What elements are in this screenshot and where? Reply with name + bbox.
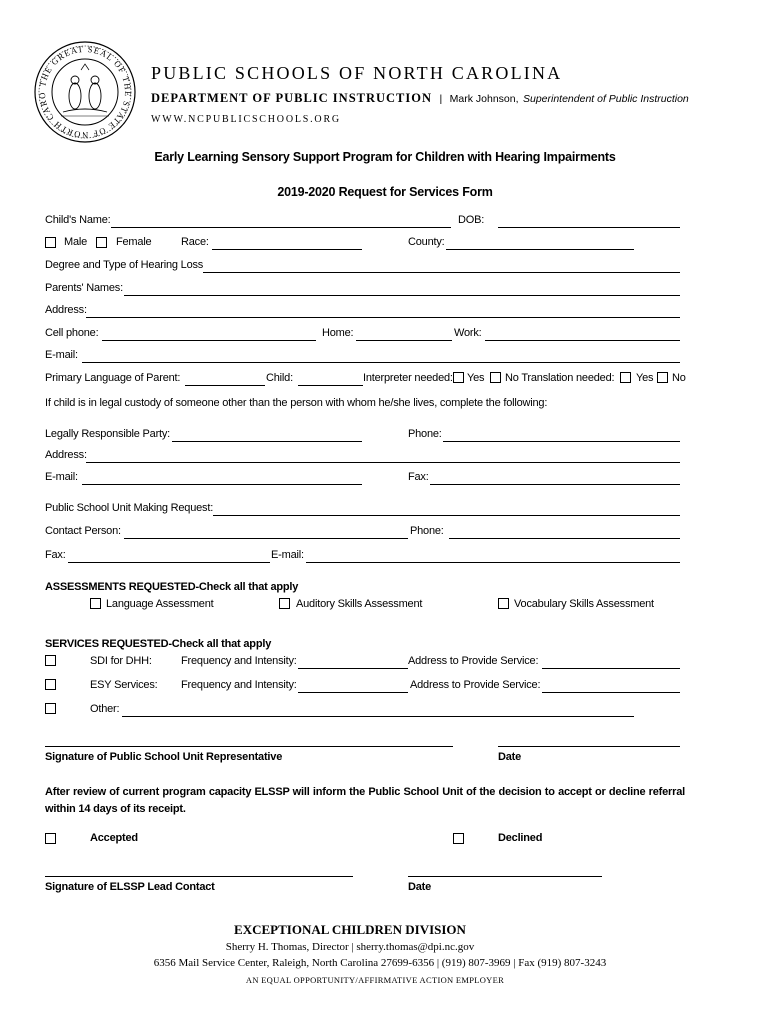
sdi-frequency-field[interactable] xyxy=(298,668,408,669)
department-line xyxy=(151,89,689,107)
other-label: Other: xyxy=(90,703,120,715)
esy-label: ESY Services: xyxy=(90,679,158,691)
unit-email-label: E-mail: xyxy=(271,549,304,561)
primary-language-parent-field[interactable] xyxy=(185,385,265,386)
legal-phone-label: Phone: xyxy=(408,428,442,440)
vocabulary-assessment-label: Vocabulary Skills Assessment xyxy=(514,598,654,610)
dob-label: DOB: xyxy=(458,214,485,226)
unit-fax-label: Fax: xyxy=(45,549,66,561)
declined-label: Declined xyxy=(498,832,543,844)
unit-rep-signature-label: Signature of Public School Unit Representative xyxy=(45,751,283,763)
esy-address-field[interactable] xyxy=(542,692,680,693)
translation-no-label: No xyxy=(672,372,686,384)
unit-fax-field[interactable] xyxy=(68,562,270,563)
website: WWW.NCPUBLICSCHOOLS.ORG xyxy=(151,114,341,125)
legal-fax-label: Fax: xyxy=(408,471,429,483)
female-checkbox[interactable] xyxy=(96,237,107,248)
unit-rep-date-field[interactable] xyxy=(498,746,680,747)
elssp-signature-field[interactable] xyxy=(45,876,353,877)
assessments-heading: ASSESSMENTS REQUESTED-Check all that apply xyxy=(45,581,299,593)
interpreter-yes-label: Yes xyxy=(467,372,485,384)
email-field[interactable] xyxy=(82,362,680,363)
home-phone-field[interactable] xyxy=(356,340,452,341)
unit-field[interactable] xyxy=(213,515,680,516)
legal-address-field[interactable] xyxy=(86,462,680,463)
address-field[interactable] xyxy=(86,317,680,318)
sdi-frequency-label: Frequency and Intensity: xyxy=(181,655,297,667)
hearing-loss-label: Degree and Type of Hearing Loss xyxy=(45,259,204,271)
interpreter-no-checkbox[interactable] xyxy=(490,372,501,383)
department-name: DEPARTMENT OF PUBLIC INSTRUCTION xyxy=(151,91,433,105)
form-title: Early Learning Sensory Support Program for Children with Hearing Impairments xyxy=(154,150,616,164)
work-phone-label: Work: xyxy=(454,327,482,339)
form-subtitle: 2019-2020 Request for Services Form xyxy=(277,185,493,199)
interpreter-yes-checkbox[interactable] xyxy=(453,372,464,383)
state-seal xyxy=(33,40,137,144)
review-note: After review of current program capacity ELSSP will inform the Public School Unit of the decision to accept or decline referral within 14 days of its receipt. xyxy=(45,786,685,815)
work-phone-field[interactable] xyxy=(485,340,680,341)
footer-director: Sherry H. Thomas, Director | sherry.thomas@dpi.nc.gov xyxy=(225,941,475,953)
vocabulary-assessment-checkbox[interactable] xyxy=(498,598,509,609)
custody-note: If child is in legal custody of someone other than the person with whom he/she lives, complete the following: xyxy=(45,397,548,409)
declined-checkbox[interactable] xyxy=(453,833,464,844)
childs-name-field[interactable] xyxy=(111,227,451,228)
separator: | xyxy=(439,93,443,105)
contact-person-field[interactable] xyxy=(124,538,408,539)
parents-names-field[interactable] xyxy=(124,295,680,296)
esy-frequency-label: Frequency and Intensity: xyxy=(181,679,297,691)
footer-address: 6356 Mail Service Center, Raleigh, North Carolina 27699-6356 | (919) 807-3969 | Fax (919) 807-3243 xyxy=(153,957,607,969)
services-heading: SERVICES REQUESTED-Check all that apply xyxy=(45,638,272,650)
unit-phone-label: Phone: xyxy=(410,525,444,537)
address-label: Address: xyxy=(45,304,87,316)
home-phone-label: Home: xyxy=(322,327,354,339)
legal-phone-field[interactable] xyxy=(443,441,680,442)
other-checkbox[interactable] xyxy=(45,703,56,714)
childs-name-label: Child's Name: xyxy=(45,214,111,226)
svg-text:THE GREAT SEAL OF THE STATE OF: THE GREAT SEAL OF THE STATE OF NORTH CARO xyxy=(36,43,134,141)
auditory-assessment-checkbox[interactable] xyxy=(279,598,290,609)
male-label: Male xyxy=(64,236,88,248)
sdi-address-field[interactable] xyxy=(542,668,680,669)
org-name: PUBLIC SCHOOLS OF NORTH CAROLINA xyxy=(151,63,563,83)
cell-phone-field[interactable] xyxy=(102,340,316,341)
primary-language-child-label: Child: xyxy=(266,372,293,384)
superintendent-name: Mark Johnson, xyxy=(449,93,519,105)
legal-address-label: Address: xyxy=(45,449,87,461)
footer-eeo: AN EQUAL OPPORTUNITY/AFFIRMATIVE ACTION EMPLOYER xyxy=(245,975,505,985)
female-label: Female xyxy=(116,236,152,248)
email-label: E-mail: xyxy=(45,349,78,361)
translation-yes-label: Yes xyxy=(636,372,654,384)
language-assessment-label: Language Assessment xyxy=(106,598,214,610)
legal-party-field[interactable] xyxy=(172,441,362,442)
contact-person-label: Contact Person: xyxy=(45,525,121,537)
legal-party-label: Legally Responsible Party: xyxy=(45,428,171,440)
hearing-loss-field[interactable] xyxy=(203,272,680,273)
primary-language-parent-label: Primary Language of Parent: xyxy=(45,372,181,384)
auditory-assessment-label: Auditory Skills Assessment xyxy=(296,598,423,610)
esy-frequency-field[interactable] xyxy=(298,692,408,693)
translation-no-checkbox[interactable] xyxy=(657,372,668,383)
sdi-address-label: Address to Provide Service: xyxy=(408,655,539,667)
sdi-checkbox[interactable] xyxy=(45,655,56,666)
legal-email-field[interactable] xyxy=(82,484,362,485)
superintendent-title: Superintendent of Public Instruction xyxy=(522,93,689,105)
primary-language-child-field[interactable] xyxy=(298,385,363,386)
accepted-checkbox[interactable] xyxy=(45,833,56,844)
language-assessment-checkbox[interactable] xyxy=(90,598,101,609)
legal-fax-field[interactable] xyxy=(430,484,680,485)
unit-phone-field[interactable] xyxy=(449,538,680,539)
cell-phone-label: Cell phone: xyxy=(45,327,99,339)
race-field[interactable] xyxy=(212,249,362,250)
esy-address-label: Address to Provide Service: xyxy=(410,679,541,691)
esy-checkbox[interactable] xyxy=(45,679,56,690)
other-field[interactable] xyxy=(122,716,634,717)
translation-yes-checkbox[interactable] xyxy=(620,372,631,383)
no-translation-label: No Translation needed: xyxy=(505,372,615,384)
unit-rep-signature-field[interactable] xyxy=(45,746,453,747)
elssp-date-label: Date xyxy=(408,881,432,893)
unit-email-field[interactable] xyxy=(306,562,680,563)
sdi-label: SDI for DHH: xyxy=(90,655,152,667)
parents-names-label: Parents' Names: xyxy=(45,282,123,294)
county-label: County: xyxy=(408,236,445,248)
interpreter-needed-label: Interpreter needed: xyxy=(363,372,453,384)
legal-email-label: E-mail: xyxy=(45,471,78,483)
race-label: Race: xyxy=(181,236,209,248)
county-field[interactable] xyxy=(446,249,634,250)
elssp-date-field[interactable] xyxy=(408,876,602,877)
accepted-label: Accepted xyxy=(90,832,138,844)
unit-rep-date-label: Date xyxy=(498,751,522,763)
male-checkbox[interactable] xyxy=(45,237,56,248)
footer-division: EXCEPTIONAL CHILDREN DIVISION xyxy=(234,922,466,937)
unit-label: Public School Unit Making Request: xyxy=(45,502,214,514)
elssp-signature-label: Signature of ELSSP Lead Contact xyxy=(45,881,215,893)
dob-field[interactable] xyxy=(498,227,680,228)
